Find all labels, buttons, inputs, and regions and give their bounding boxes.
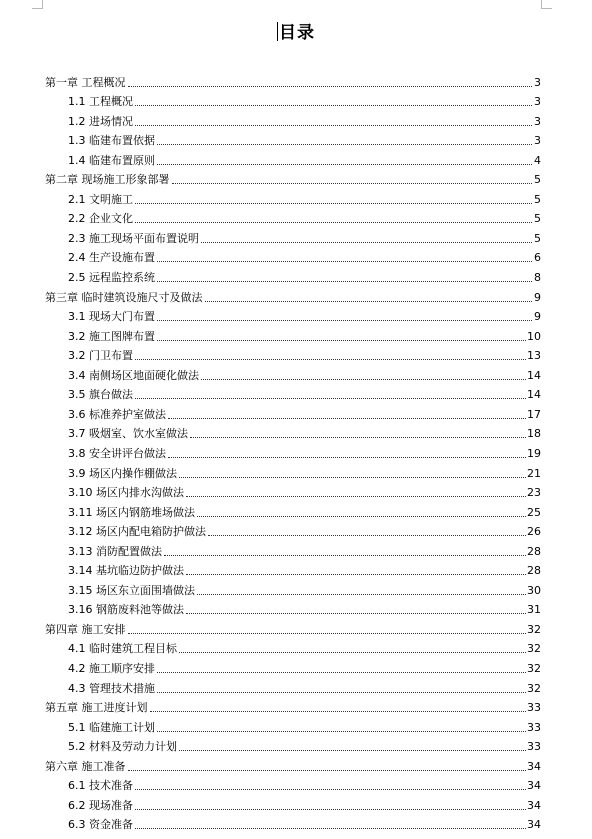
toc-page-number: 33 bbox=[527, 720, 541, 734]
toc-page-number: 3 bbox=[534, 114, 541, 128]
text-cursor bbox=[277, 22, 278, 41]
toc-section-entry[interactable] bbox=[68, 383, 541, 403]
toc-entry-label: 3.15 场区东立面围墙做法 bbox=[68, 583, 195, 597]
toc-page-number: 6 bbox=[534, 251, 541, 265]
title-text: 目录 bbox=[279, 23, 315, 43]
toc-section-entry[interactable] bbox=[68, 461, 541, 481]
toc-chapter-entry[interactable] bbox=[45, 696, 541, 716]
toc-page-number: 34 bbox=[527, 779, 541, 793]
toc-entry-label: 第一章 工程概况 bbox=[45, 75, 126, 89]
toc-chapter-entry[interactable] bbox=[45, 70, 541, 90]
toc-page-number: 28 bbox=[527, 564, 541, 578]
toc-section-entry[interactable] bbox=[68, 129, 541, 149]
toc-dot-leader bbox=[157, 731, 526, 732]
toc-section-entry[interactable] bbox=[68, 266, 541, 286]
toc-chapter-entry[interactable] bbox=[45, 754, 541, 774]
toc-section-entry[interactable] bbox=[68, 676, 541, 696]
toc-page-number: 3 bbox=[534, 134, 541, 148]
toc-page-number: 5 bbox=[534, 192, 541, 206]
toc-entry-label: 2.5 远程监控系统 bbox=[68, 271, 155, 284]
toc-dot-leader bbox=[201, 242, 532, 243]
toc-page-number: 9 bbox=[534, 290, 541, 304]
toc-section-entry[interactable] bbox=[68, 402, 541, 422]
toc-dot-leader bbox=[150, 711, 527, 712]
toc-page-number: 17 bbox=[527, 407, 541, 421]
toc-dot-leader bbox=[186, 496, 526, 497]
toc-page-number: 21 bbox=[527, 466, 541, 480]
toc-section-entry[interactable] bbox=[68, 207, 541, 227]
toc-page-number: 31 bbox=[527, 603, 541, 617]
toc-dot-leader bbox=[157, 692, 526, 693]
toc-entry-label: 3.10 场区内排水沟做法 bbox=[68, 486, 184, 500]
toc-entry-label: 3.7 吸烟室、饮水室做法 bbox=[68, 427, 188, 441]
toc-dot-leader bbox=[135, 398, 526, 399]
toc-page-number: 14 bbox=[527, 368, 541, 382]
toc-page-number: 14 bbox=[527, 388, 541, 402]
toc-entry-label: 6.1 技术准备 bbox=[68, 779, 133, 793]
toc-dot-leader bbox=[135, 125, 532, 126]
page-corner-mark-left bbox=[32, 0, 43, 9]
toc-entry-label: 1.3 临建布置依据 bbox=[68, 134, 155, 148]
toc-entry-label: 5.1 临建施工计划 bbox=[68, 720, 155, 734]
toc-section-entry[interactable] bbox=[68, 481, 541, 501]
toc-entry-label: 1.4 临建布置原则 bbox=[68, 153, 155, 167]
toc-page-number: 34 bbox=[527, 818, 541, 832]
toc-entry-label: 4.2 施工顺序安排 bbox=[68, 662, 155, 675]
toc-page-number: 13 bbox=[527, 349, 541, 363]
toc-entry-label: 3.9 场区内操作棚做法 bbox=[68, 466, 177, 480]
toc-page-number: 32 bbox=[527, 681, 541, 695]
toc-dot-leader bbox=[186, 613, 526, 614]
toc-page-number: 23 bbox=[527, 486, 541, 500]
toc-entry-label: 3.6 标准养护室做法 bbox=[68, 407, 166, 421]
toc-page-number: 25 bbox=[527, 505, 541, 519]
toc-entry-label: 1.2 进场情况 bbox=[68, 114, 133, 128]
toc-page-number: 9 bbox=[534, 310, 541, 324]
toc-section-entry[interactable] bbox=[68, 559, 541, 579]
toc-dot-leader bbox=[201, 379, 526, 380]
toc-dot-leader bbox=[157, 281, 532, 282]
toc-dot-leader bbox=[205, 301, 533, 302]
toc-page-number: 8 bbox=[534, 271, 541, 284]
toc-entry-label: 2.2 企业文化 bbox=[68, 212, 133, 226]
toc-section-entry[interactable] bbox=[68, 246, 541, 266]
toc-dot-leader bbox=[186, 574, 526, 575]
toc-page-number: 5 bbox=[534, 173, 541, 187]
toc-dot-leader bbox=[190, 437, 526, 438]
toc-page-number: 30 bbox=[527, 583, 541, 597]
toc-dot-leader bbox=[135, 222, 532, 223]
toc-entry-label: 4.3 管理技术措施 bbox=[68, 681, 155, 695]
toc-section-entry[interactable] bbox=[68, 813, 541, 833]
toc-dot-leader bbox=[208, 535, 526, 536]
toc-entry-label: 第三章 临时建筑设施尺寸及做法 bbox=[45, 290, 203, 304]
toc-dot-leader bbox=[179, 750, 526, 751]
toc-dot-leader bbox=[179, 652, 526, 653]
toc-section-entry[interactable] bbox=[68, 363, 541, 383]
toc-entry-label: 3.1 现场大门布置 bbox=[68, 310, 155, 324]
toc-page-number: 32 bbox=[527, 642, 541, 656]
toc-page-number: 5 bbox=[534, 231, 541, 245]
toc-chapter-entry[interactable] bbox=[45, 285, 541, 305]
toc-entry-label: 4.1 临时建筑工程目标 bbox=[68, 642, 177, 656]
toc-entry-label: 2.3 施工现场平面布置说明 bbox=[68, 231, 199, 245]
toc-page-number: 32 bbox=[527, 622, 541, 636]
toc-entry-label: 6.3 资金准备 bbox=[68, 818, 133, 832]
toc-section-entry[interactable] bbox=[68, 441, 541, 461]
toc-dot-leader bbox=[157, 164, 532, 165]
toc-entry-label: 3.11 场区内钢筋堆场做法 bbox=[68, 505, 195, 519]
toc-section-entry[interactable] bbox=[68, 539, 541, 559]
toc-section-entry[interactable] bbox=[68, 637, 541, 657]
toc-section-entry[interactable] bbox=[68, 305, 541, 325]
toc-section-entry[interactable] bbox=[68, 90, 541, 110]
toc-section-entry[interactable] bbox=[68, 598, 541, 618]
toc-dot-leader bbox=[168, 457, 526, 458]
toc-page-number: 5 bbox=[534, 212, 541, 226]
toc-dot-leader bbox=[172, 183, 533, 184]
toc-entry-label: 3.14 基坑临边防护做法 bbox=[68, 564, 184, 578]
toc-entry-label: 3.2 门卫布置 bbox=[68, 349, 133, 363]
toc-section-entry[interactable] bbox=[68, 657, 541, 677]
toc-entry-label: 第二章 现场施工形象部署 bbox=[45, 173, 170, 187]
toc-entry-label: 2.1 文明施工 bbox=[68, 192, 133, 206]
toc-page-number: 32 bbox=[527, 662, 541, 675]
toc-dot-leader bbox=[157, 672, 526, 673]
toc-dot-leader bbox=[135, 809, 526, 810]
toc-dot-leader bbox=[168, 418, 526, 419]
toc-section-entry[interactable] bbox=[68, 187, 541, 207]
toc-entry-label: 3.8 安全讲评台做法 bbox=[68, 446, 166, 460]
toc-section-entry[interactable] bbox=[68, 500, 541, 520]
toc-entry-label: 第四章 施工安排 bbox=[45, 622, 126, 636]
toc-section-entry[interactable] bbox=[68, 324, 541, 344]
toc-dot-leader bbox=[157, 320, 532, 321]
toc-section-entry[interactable] bbox=[68, 520, 541, 540]
toc-page-number: 18 bbox=[527, 427, 541, 441]
toc-page-number: 28 bbox=[527, 544, 541, 558]
toc-section-entry[interactable] bbox=[68, 344, 541, 364]
toc-entry-label: 2.4 生产设施布置 bbox=[68, 251, 155, 265]
page-corner-mark-right bbox=[541, 0, 552, 9]
toc-entry-label: 3.4 南侧场区地面硬化做法 bbox=[68, 368, 199, 382]
toc-dot-leader bbox=[197, 594, 526, 595]
toc-section-entry[interactable] bbox=[68, 422, 541, 442]
toc-page-number: 19 bbox=[527, 446, 541, 460]
toc-entry-label: 第五章 施工进度计划 bbox=[45, 701, 148, 715]
toc-dot-leader bbox=[128, 770, 527, 771]
toc-dot-leader bbox=[128, 86, 533, 87]
toc-chapter-entry[interactable] bbox=[45, 168, 541, 188]
toc-chapter-entry[interactable] bbox=[45, 617, 541, 637]
toc-page-number: 33 bbox=[527, 740, 541, 754]
toc-page-number: 3 bbox=[534, 75, 541, 89]
toc-dot-leader bbox=[135, 359, 526, 360]
toc-page-number: 34 bbox=[527, 798, 541, 812]
toc-page-number: 4 bbox=[534, 153, 541, 167]
toc-dot-leader bbox=[179, 477, 526, 478]
toc-entry-label: 第六章 施工准备 bbox=[45, 759, 126, 773]
toc-dot-leader bbox=[157, 261, 532, 262]
toc-dot-leader bbox=[128, 633, 527, 634]
toc-section-entry[interactable] bbox=[68, 148, 541, 168]
toc-page-number: 3 bbox=[534, 95, 541, 109]
toc-dot-leader bbox=[135, 203, 532, 204]
toc-entry-label: 5.2 材料及劳动力计划 bbox=[68, 740, 177, 754]
toc-page-number: 10 bbox=[527, 329, 541, 343]
toc-entry-label: 3.5 旗台做法 bbox=[68, 388, 133, 402]
toc-page-number: 26 bbox=[527, 525, 541, 539]
toc-entry-label: 3.12 场区内配电箱防护做法 bbox=[68, 525, 206, 539]
toc-section-entry[interactable] bbox=[68, 793, 541, 813]
toc-page-number: 34 bbox=[527, 759, 541, 773]
toc-dot-leader bbox=[197, 516, 526, 517]
toc-entry-label: 3.13 消防配置做法 bbox=[68, 544, 162, 558]
toc-section-entry[interactable] bbox=[68, 735, 541, 755]
toc-dot-leader bbox=[157, 340, 526, 341]
toc-section-entry[interactable] bbox=[68, 715, 541, 735]
toc-entry-label: 6.2 现场准备 bbox=[68, 798, 133, 812]
toc-section-entry[interactable] bbox=[68, 226, 541, 246]
toc-entry-label: 1.1 工程概况 bbox=[68, 95, 133, 109]
toc-dot-leader bbox=[135, 828, 526, 829]
document-title bbox=[0, 18, 592, 43]
toc-page-number: 33 bbox=[527, 701, 541, 715]
toc-entry-label: 3.16 钢筋废料池等做法 bbox=[68, 603, 184, 617]
toc-dot-leader bbox=[164, 555, 526, 556]
toc-entry-label: 3.2 施工图牌布置 bbox=[68, 329, 155, 343]
toc-dot-leader bbox=[157, 144, 532, 145]
toc-dot-leader bbox=[135, 105, 532, 106]
toc-section-entry[interactable] bbox=[68, 578, 541, 598]
toc-section-entry[interactable] bbox=[68, 774, 541, 794]
toc-dot-leader bbox=[135, 789, 526, 790]
toc-section-entry[interactable] bbox=[68, 109, 541, 129]
